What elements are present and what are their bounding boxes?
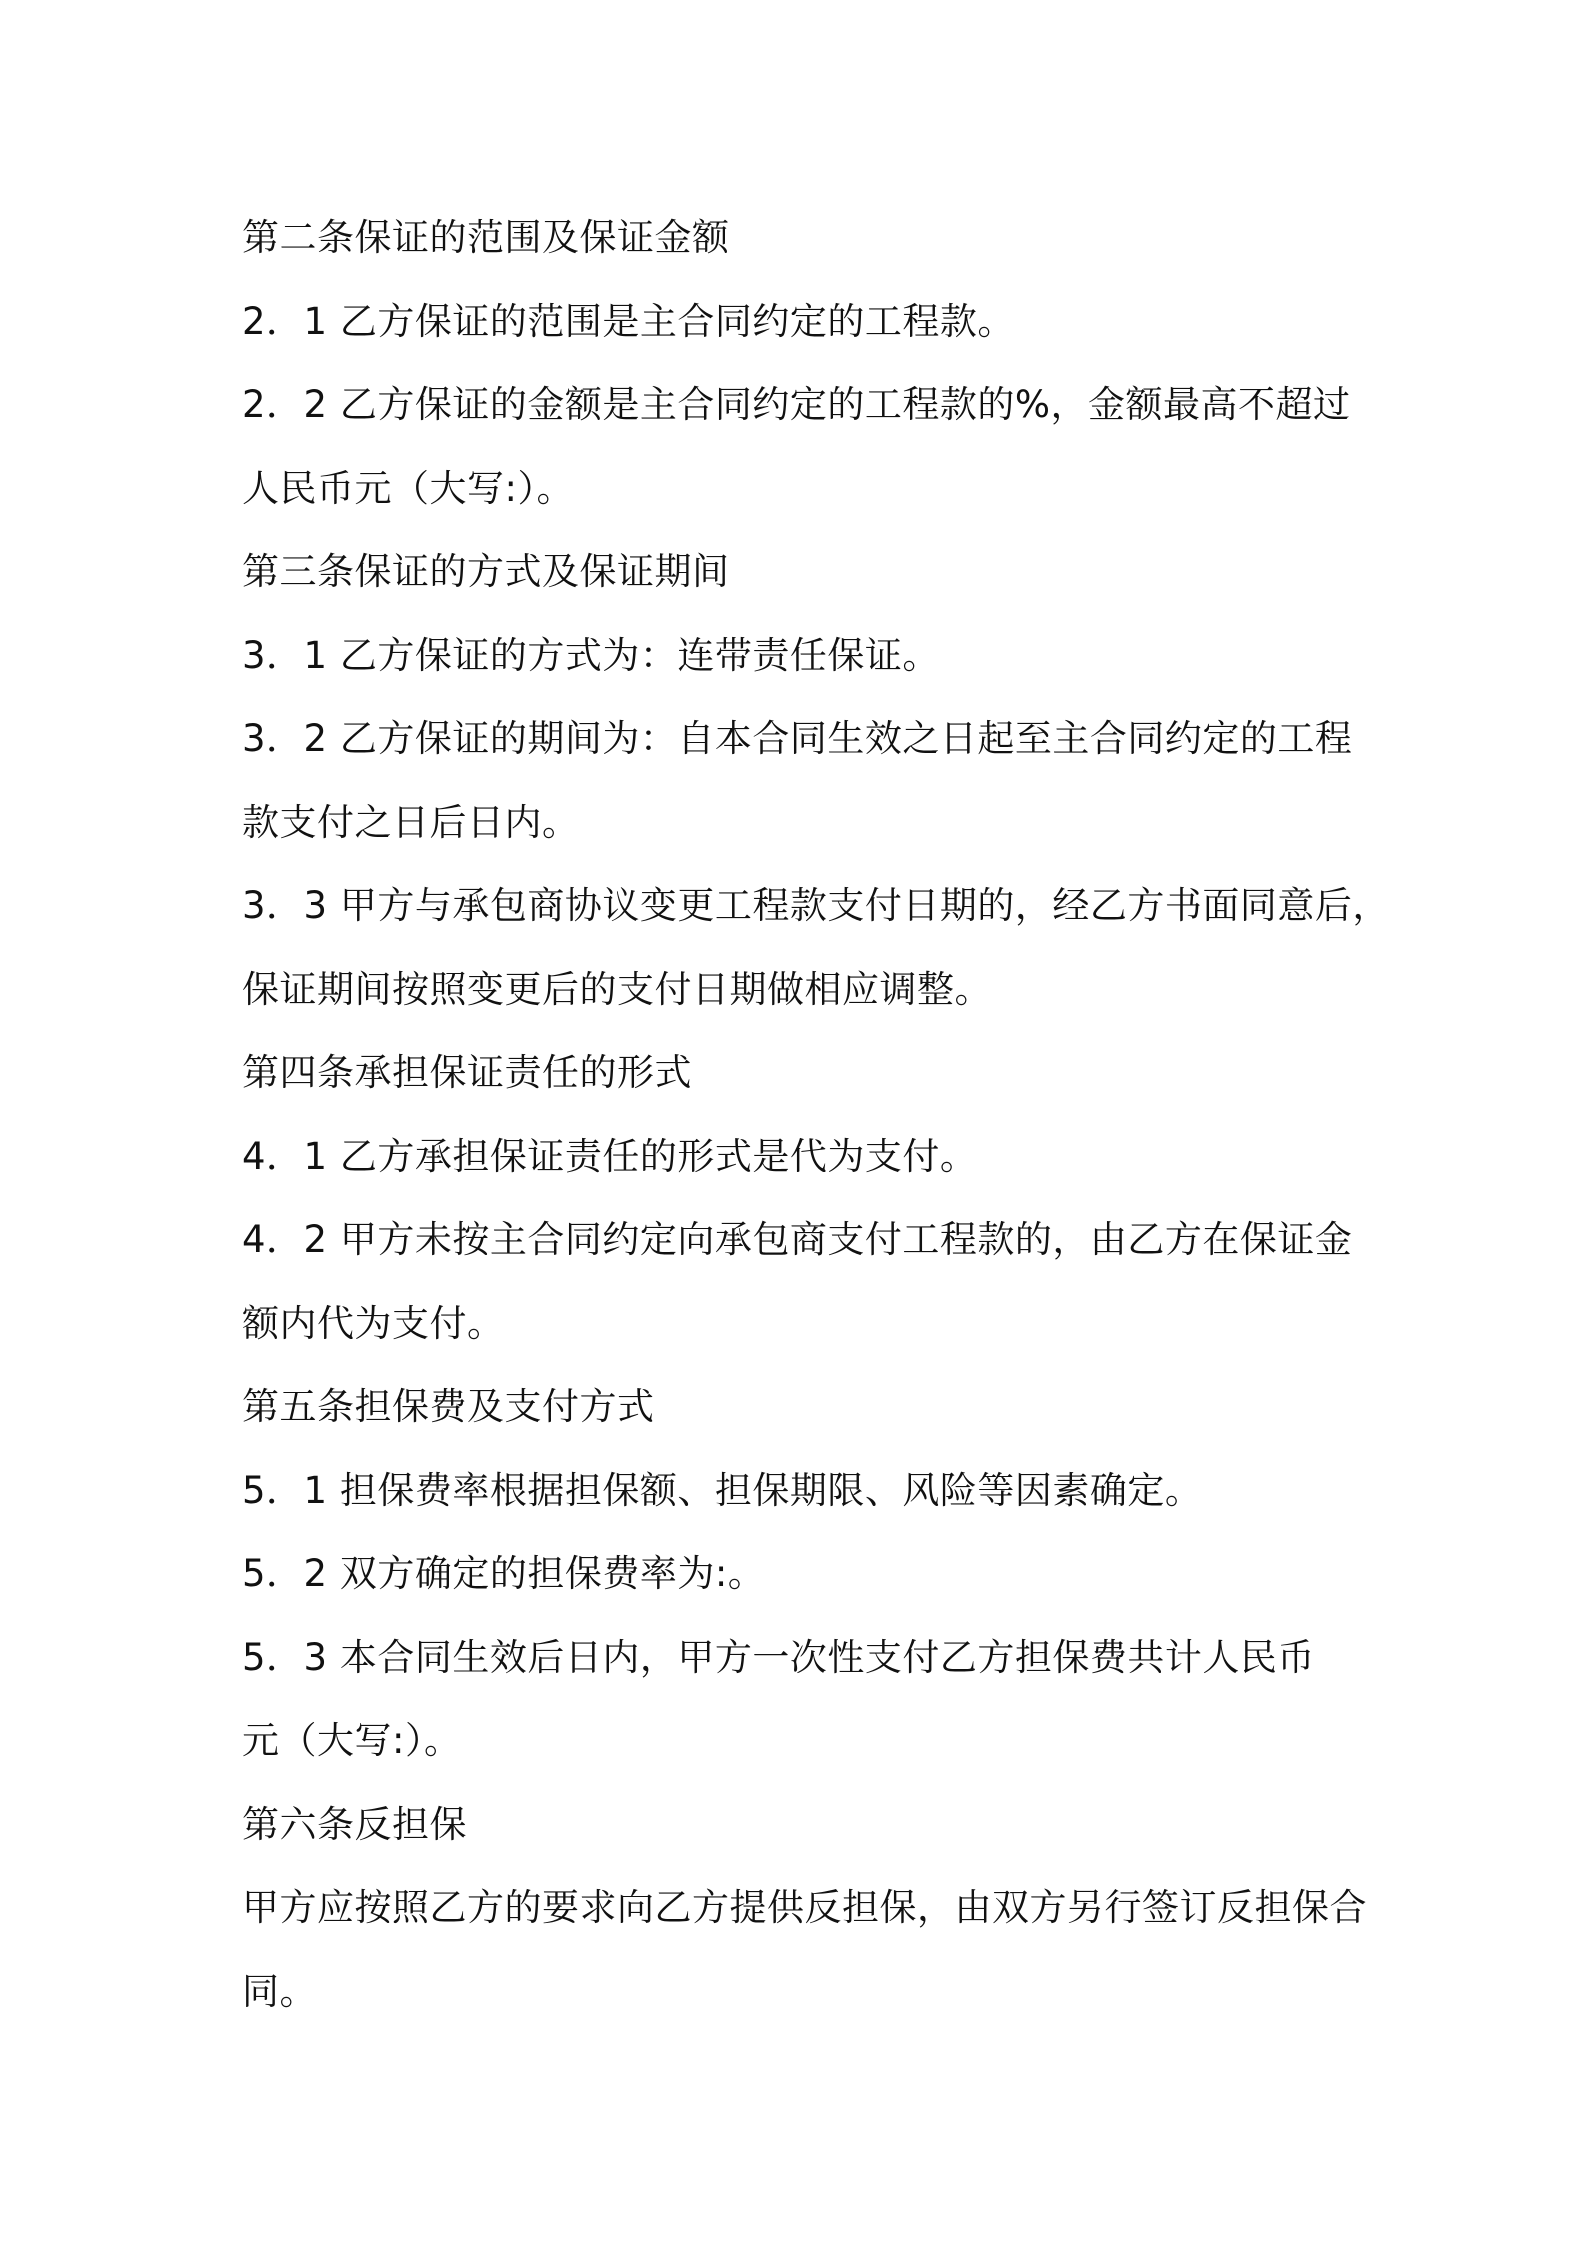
article-5-heading: 第五条担保费及支付方式: [242, 1385, 655, 1428]
article-6-text-line-2: 同。: [242, 1969, 317, 2013]
clause-3-1: 3．1 乙方保证的方式为：连带责任保证。: [242, 633, 940, 677]
clause-5-2: 5．2 双方确定的担保费率为:。: [242, 1552, 766, 1595]
clause-2-2-line-2: 人民币元（大写:）。: [242, 466, 574, 510]
clause-3-3-line-1: 3．3 甲方与承包商协议变更工程款支付日期的，经乙方书面同意后，: [242, 884, 1390, 927]
clause-2-1: 2．1 乙方保证的范围是主合同约定的工程款。: [242, 299, 1015, 343]
article-6-text-line-1: 甲方应按照乙方的要求向乙方提供反担保，由双方另行签订反担保合: [242, 1886, 1367, 1929]
document-body: [242, 196, 1390, 2033]
clause-2-2-line-1: 2．2 乙方保证的金额是主合同约定的工程款的%，金额最高不超过: [242, 383, 1351, 426]
article-2-heading: 第二条保证的范围及保证金额: [242, 216, 730, 259]
article-6-heading: 第六条反担保: [242, 1802, 467, 1846]
clause-5-3-line-2: 元（大写:）。: [242, 1719, 462, 1762]
article-3-heading: 第三条保证的方式及保证期间: [242, 550, 730, 593]
clause-4-2-line-2: 额内代为支付。: [242, 1301, 505, 1345]
article-4-heading: 第四条承担保证责任的形式: [242, 1051, 692, 1094]
clause-5-1: 5．1 担保费率根据担保额、担保期限、风险等因素确定。: [242, 1468, 1203, 1512]
clause-3-3-line-2: 保证期间按照变更后的支付日期做相应调整。: [242, 967, 992, 1011]
clause-4-2-line-1: 4．2 甲方未按主合同约定向承包商支付工程款的，由乙方在保证金: [242, 1218, 1353, 1261]
clause-3-2-line-2: 款支付之日后日内。: [242, 800, 580, 844]
clause-3-2-line-1: 3．2 乙方保证的期间为：自本合同生效之日起至主合同约定的工程: [242, 717, 1353, 760]
clause-5-3-line-1: 5．3 本合同生效后日内，甲方一次性支付乙方担保费共计人民币: [242, 1635, 1315, 1679]
clause-4-1: 4．1 乙方承担保证责任的形式是代为支付。: [242, 1134, 978, 1178]
